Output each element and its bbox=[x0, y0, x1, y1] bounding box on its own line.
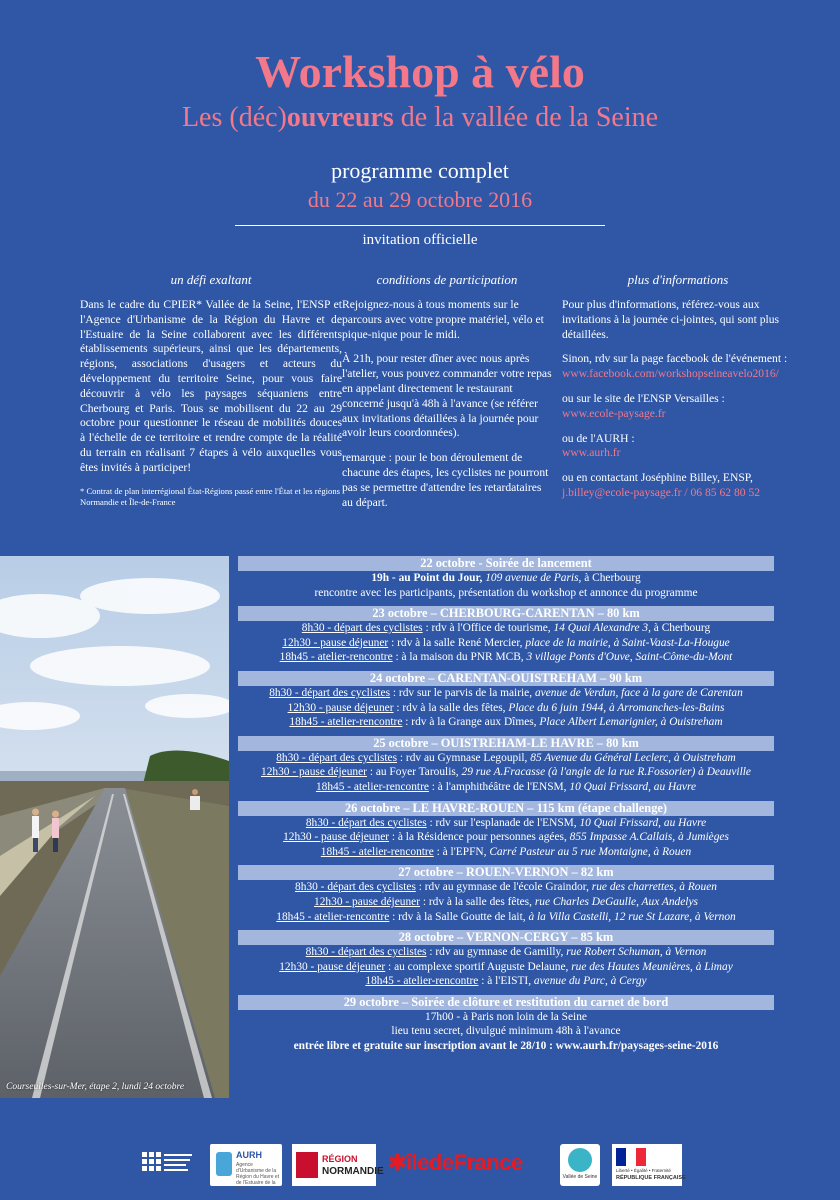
info-text-1: Pour plus d'informations, référez-vous aux invitations à la journée ci-jointes, qui sont plus détaillées. bbox=[562, 298, 780, 341]
schedule-line bbox=[238, 650, 774, 665]
schedule-address: rue des charrettes, à Rouen bbox=[591, 881, 717, 894]
aurh-subtitle: Agence d'Urbanisme de la Région du Havre et de l'Estuaire de la Seine bbox=[236, 1162, 280, 1192]
schedule-place: : rdv à la salle des fêtes, bbox=[393, 701, 509, 714]
subtitle-part-3: de la vallée de la Seine bbox=[393, 102, 659, 133]
launch-line-1 bbox=[238, 571, 774, 586]
closing-line-1: 17h00 - à Paris non loin de la Seine bbox=[425, 1010, 587, 1023]
day-block bbox=[238, 865, 774, 924]
schedule-address: à la Villa Castelli, 12 rue St Lazare, à Vernon bbox=[528, 910, 736, 923]
schedule-line bbox=[238, 910, 774, 925]
launch-address: 109 avenue de Paris bbox=[482, 572, 579, 584]
schedule-time: 12h30 - pause déjeuner bbox=[261, 766, 367, 779]
header-divider bbox=[235, 225, 605, 226]
subtitle-part-1: Les (déc) bbox=[181, 102, 287, 133]
schedule-address: 10 Quai Frissard, au Havre bbox=[569, 780, 697, 793]
day-header: 27 octobre – ROUEN-VERNON – 82 km bbox=[238, 865, 774, 880]
schedule-line bbox=[238, 701, 774, 716]
rf-motto: Liberté • Égalité • Fraternité bbox=[616, 1168, 671, 1173]
day-header: 22 octobre - Soirée de lancement bbox=[238, 556, 774, 571]
launch-city: , à Cherbourg bbox=[578, 572, 641, 584]
day-header: 26 octobre – LE HAVRE-ROUEN – 115 km (étape challenge) bbox=[238, 801, 774, 816]
vallee-seine-icon bbox=[568, 1148, 592, 1172]
partner-logos bbox=[140, 1144, 700, 1192]
rf-name: RÉPUBLIQUE FRANÇAISE bbox=[616, 1175, 686, 1181]
vallee-seine-text: Vallée de Seine bbox=[562, 1174, 598, 1180]
conditions-text-2: À 21h, pour rester dîner avec nous après l'atelier, vous pouvez commander votre repas en appelant directement le restaurant concerné jusqu'à 48h à l'avance (se référer aux invitations détaillées à la journée pour avoir leurs coordonnées). bbox=[342, 352, 552, 440]
day-block bbox=[238, 801, 774, 860]
photo-illustration bbox=[0, 556, 229, 1098]
schedule-place: : à l'EPFN, bbox=[433, 845, 490, 858]
aurh-mark bbox=[216, 1152, 232, 1176]
day-block bbox=[238, 736, 774, 795]
schedule-place: : à la maison du PNR MCB, bbox=[392, 651, 527, 664]
info-text-4 bbox=[562, 432, 794, 462]
schedule-place: : au complexe sportif Auguste Delaune, bbox=[385, 960, 572, 973]
schedule-time: 12h30 - pause déjeuner bbox=[314, 895, 420, 908]
ensp-link[interactable]: www.ecole-paysage.fr bbox=[562, 406, 666, 420]
schedule-line bbox=[238, 765, 774, 780]
schedule-place: : rdv sur le parvis de la mairie, bbox=[390, 686, 535, 699]
schedule-address: avenue du Parc, à Cergy bbox=[533, 975, 647, 988]
aurh-link[interactable]: www.aurh.fr bbox=[562, 446, 621, 460]
day-block bbox=[238, 930, 774, 989]
schedule-line bbox=[238, 880, 774, 895]
day-header: 25 octobre – OUISTREHAM-LE HAVRE – 80 km bbox=[238, 736, 774, 751]
schedule-line bbox=[238, 816, 774, 831]
conditions-remark: remarque : pour le bon déroulement de chacune des étapes, les cyclistes ne pourront pas se permettre d'attendre les retardataires au départ. bbox=[342, 451, 549, 509]
day-header: 29 octobre – Soirée de clôture et restitution du carnet de bord bbox=[238, 995, 774, 1010]
schedule-line bbox=[238, 715, 774, 730]
schedule-place: : rdv à la Grange aux Dîmes, bbox=[402, 716, 540, 729]
day-header: 28 octobre – VERNON-CERGY – 85 km bbox=[238, 930, 774, 945]
schedule-time: 8h30 - départ des cyclistes bbox=[305, 816, 427, 829]
aurh-name: AURH bbox=[236, 1150, 262, 1160]
subtitle-part-2: ouvreurs bbox=[286, 102, 394, 133]
schedule-address: place de la mairie, à Saint-Vaast-La-Hougue bbox=[525, 636, 730, 649]
schedule-address: 14 Quai Alexandre 3 bbox=[553, 622, 649, 635]
schedule-place: : rdv au Gymnase Legoupil, bbox=[397, 751, 531, 764]
day-block bbox=[238, 606, 774, 665]
ensp-logo-mark bbox=[140, 1144, 194, 1186]
schedule-address: avenue de Verdun, face à la gare de Carentan bbox=[534, 686, 743, 699]
launch-line-2: rencontre avec les participants, présentation du workshop et annonce du programme bbox=[314, 586, 698, 599]
day-launch bbox=[238, 556, 774, 600]
schedule-place: : rdv à la salle René Mercier, bbox=[388, 636, 526, 649]
schedule-place: : à l'EISTI, bbox=[478, 975, 534, 988]
schedule-place: : rdv au gymnase de l'école Graindor, bbox=[415, 881, 592, 894]
launch-time: 19h - au Point du Jour, bbox=[371, 572, 483, 584]
schedule-time: 12h30 - pause déjeuner bbox=[283, 831, 390, 844]
idf-text: ✱îledeFrance bbox=[388, 1150, 523, 1175]
schedule-address: 29 rue A.Fracasse (à l'angle de la rue R.Fossorier) à Deauville bbox=[461, 766, 751, 779]
schedule-address: Place Albert Lemarignier, à Ouistreham bbox=[539, 716, 723, 729]
facebook-intro: Sinon, rdv sur la page facebook de l'événement : bbox=[562, 352, 788, 366]
schedule-time: 18h45 - atelier-rencontre bbox=[289, 716, 403, 729]
schedule-time: 18h45 - atelier-rencontre bbox=[320, 845, 434, 858]
bike-path-photo bbox=[0, 556, 229, 1098]
day-header: 23 octobre – CHERBOURG-CARENTAN – 80 km bbox=[238, 606, 774, 621]
schedule-line bbox=[238, 974, 774, 989]
normandie-flag-icon bbox=[296, 1152, 318, 1178]
schedule-time: 8h30 - départ des cyclistes bbox=[269, 686, 391, 699]
schedule-time: 8h30 - départ des cyclistes bbox=[295, 881, 416, 894]
schedule-time: 18h45 - atelier-rencontre bbox=[365, 975, 479, 988]
schedule-place: : rdv à la salle des fêtes, bbox=[420, 895, 535, 908]
schedule-time: 8h30 - départ des cyclistes bbox=[276, 751, 398, 764]
schedule-line bbox=[238, 751, 774, 766]
challenge-text: Dans le cadre du CPIER* Vallée de la Seine, l'ENSP et l'Agence d'Urbanisme de la Région du Havre et de l'Estuaire de la Seine collaborent avec les différents établissements supérieurs, ainsi que les départements, régions, associations d'usagers et acteurs du développement du territoire Seine, pour vous faire découvrir à vélo les paysages séquaniens entre Cherbourg et Paris. Tous se mobilisent du 22 au 29 octobre pour questionner le réseau de mobilités douces à l'échelle de ce territoire et rendre compte de la réalité du terrain en réalisant 7 étapes à vélo auxquelles vous êtes invités à participer! bbox=[80, 298, 342, 474]
schedule-place: : rdv au gymnase de Gamilly, bbox=[426, 946, 567, 959]
conditions-text-1: Rejoignez-nous à tous moments sur le parcours avec votre propre matériel, vélo et pique-nique pour le midi. bbox=[342, 298, 544, 341]
schedule-address: 85 Avenue du Général Leclerc, à Ouistreham bbox=[530, 751, 736, 764]
closing-line-2: lieu tenu secret, divulgué minimum 48h à l'avance bbox=[391, 1025, 621, 1038]
column-heading: conditions de participation bbox=[376, 272, 518, 287]
schedule-line bbox=[238, 845, 774, 860]
schedule-city: , à Cherbourg bbox=[648, 622, 711, 635]
normandie-text-2: NORMANDIE bbox=[322, 1166, 384, 1177]
info-text-2 bbox=[562, 352, 794, 382]
intro-column-conditions bbox=[342, 272, 552, 520]
schedule-address: Place du 6 juin 1944, à Arromanches-les-Bains bbox=[508, 701, 725, 714]
schedule-time: 8h30 - départ des cyclistes bbox=[301, 622, 423, 635]
republique-francaise-logo bbox=[612, 1144, 686, 1186]
schedule-address: 855 Impasse A.Callais, à Jumièges bbox=[569, 831, 729, 844]
intro-column-info bbox=[562, 272, 794, 511]
schedule-place: : rdv à la Salle Goutte de lait, bbox=[389, 910, 529, 923]
day-block bbox=[238, 671, 774, 730]
schedule-line bbox=[238, 686, 774, 701]
footnote: * Contrat de plan interrégional État-Régions passé entre l'État et les régions Normandie et Île-de-France bbox=[80, 485, 340, 507]
schedule-address: rue Charles DeGaulle, Aux Andelys bbox=[534, 895, 698, 908]
region-normandie-logo bbox=[292, 1144, 384, 1186]
french-flag-icon bbox=[616, 1148, 646, 1166]
invitation-label: invitation officielle bbox=[362, 232, 478, 248]
closing-registration[interactable]: entrée libre et gratuite sur inscription avant le 28/10 : www.aurh.fr/paysages-seine-2016 bbox=[293, 1040, 719, 1053]
vallee-de-seine-logo bbox=[560, 1144, 600, 1186]
schedule-line bbox=[238, 621, 774, 636]
ensp-logo bbox=[140, 1144, 194, 1186]
schedule-address: rue Robert Schuman, à Vernon bbox=[566, 946, 707, 959]
schedule-time: 12h30 - pause déjeuner bbox=[287, 701, 394, 714]
schedule-address: 3 village Ponts d'Ouve, Saint-Côme-du-Mont bbox=[526, 651, 733, 664]
ile-de-france-logo bbox=[388, 1144, 548, 1186]
schedule-address: Carré Pasteur au 5 rue Montaigne, à Rouen bbox=[489, 845, 692, 858]
info-text-5 bbox=[562, 471, 794, 501]
day-list bbox=[238, 606, 774, 989]
day-closing bbox=[238, 995, 774, 1054]
contact-link[interactable]: j.billey@ecole-paysage.fr / 06 85 62 80 52 bbox=[562, 485, 761, 499]
schedule-time: 18h45 - atelier-rencontre bbox=[279, 651, 393, 664]
schedule-time: 12h30 - pause déjeuner bbox=[282, 636, 389, 649]
schedule-time: 12h30 - pause déjeuner bbox=[279, 960, 386, 973]
idf-name: îledeFrance bbox=[405, 1150, 523, 1175]
aurh-intro: ou de l'AURH : bbox=[562, 431, 635, 445]
schedule-line bbox=[238, 830, 774, 845]
schedule-time: 18h45 - atelier-rencontre bbox=[276, 910, 390, 923]
schedule-place: : rdv à l'Office de tourisme, bbox=[422, 622, 554, 635]
normandie-text-1: RÉGION bbox=[322, 1154, 358, 1164]
schedule-line bbox=[238, 636, 774, 651]
contact-intro: ou en contactant Joséphine Billey, ENSP, bbox=[562, 471, 753, 485]
schedule-line bbox=[238, 780, 774, 795]
program-schedule bbox=[238, 556, 774, 1060]
day-header: 24 octobre – CARENTAN-OUISTREHAM – 90 km bbox=[238, 671, 774, 686]
column-heading: un défi exaltant bbox=[170, 272, 252, 287]
schedule-line bbox=[238, 895, 774, 910]
intro-column-challenge bbox=[80, 272, 342, 518]
schedule-time: 18h45 - atelier-rencontre bbox=[315, 780, 429, 793]
poster-subtitle bbox=[0, 100, 840, 136]
schedule-place: : à l'amphithéâtre de l'ENSM, bbox=[428, 780, 570, 793]
photo-caption: Courseulles-sur-Mer, étape 2, lundi 24 octobre bbox=[6, 1082, 185, 1092]
column-heading: plus d'informations bbox=[627, 272, 729, 287]
schedule-line bbox=[238, 960, 774, 975]
schedule-place: : rdv sur l'esplanade de l'ENSM, bbox=[426, 816, 580, 829]
programme-label: programme complet bbox=[331, 158, 509, 183]
schedule-place: : à la Résidence pour personnes agées, bbox=[389, 831, 570, 844]
schedule-address: rue des Hautes Meunières, à Limay bbox=[571, 960, 733, 973]
facebook-link[interactable]: www.facebook.com/workshopseineavelo2016/ bbox=[562, 367, 779, 381]
schedule-time: 8h30 - départ des cyclistes bbox=[305, 946, 427, 959]
aurh-logo bbox=[210, 1144, 282, 1192]
schedule-address: 10 Quai Frissard, au Havre bbox=[579, 816, 707, 829]
poster-title: Workshop à vélo bbox=[255, 46, 585, 97]
schedule-line bbox=[238, 945, 774, 960]
schedule-place: : au Foyer Taroulis, bbox=[366, 766, 462, 779]
ensp-intro: ou sur le site de l'ENSP Versailles : bbox=[562, 391, 725, 405]
date-range: du 22 au 29 octobre 2016 bbox=[307, 187, 533, 212]
info-text-3 bbox=[562, 392, 794, 422]
